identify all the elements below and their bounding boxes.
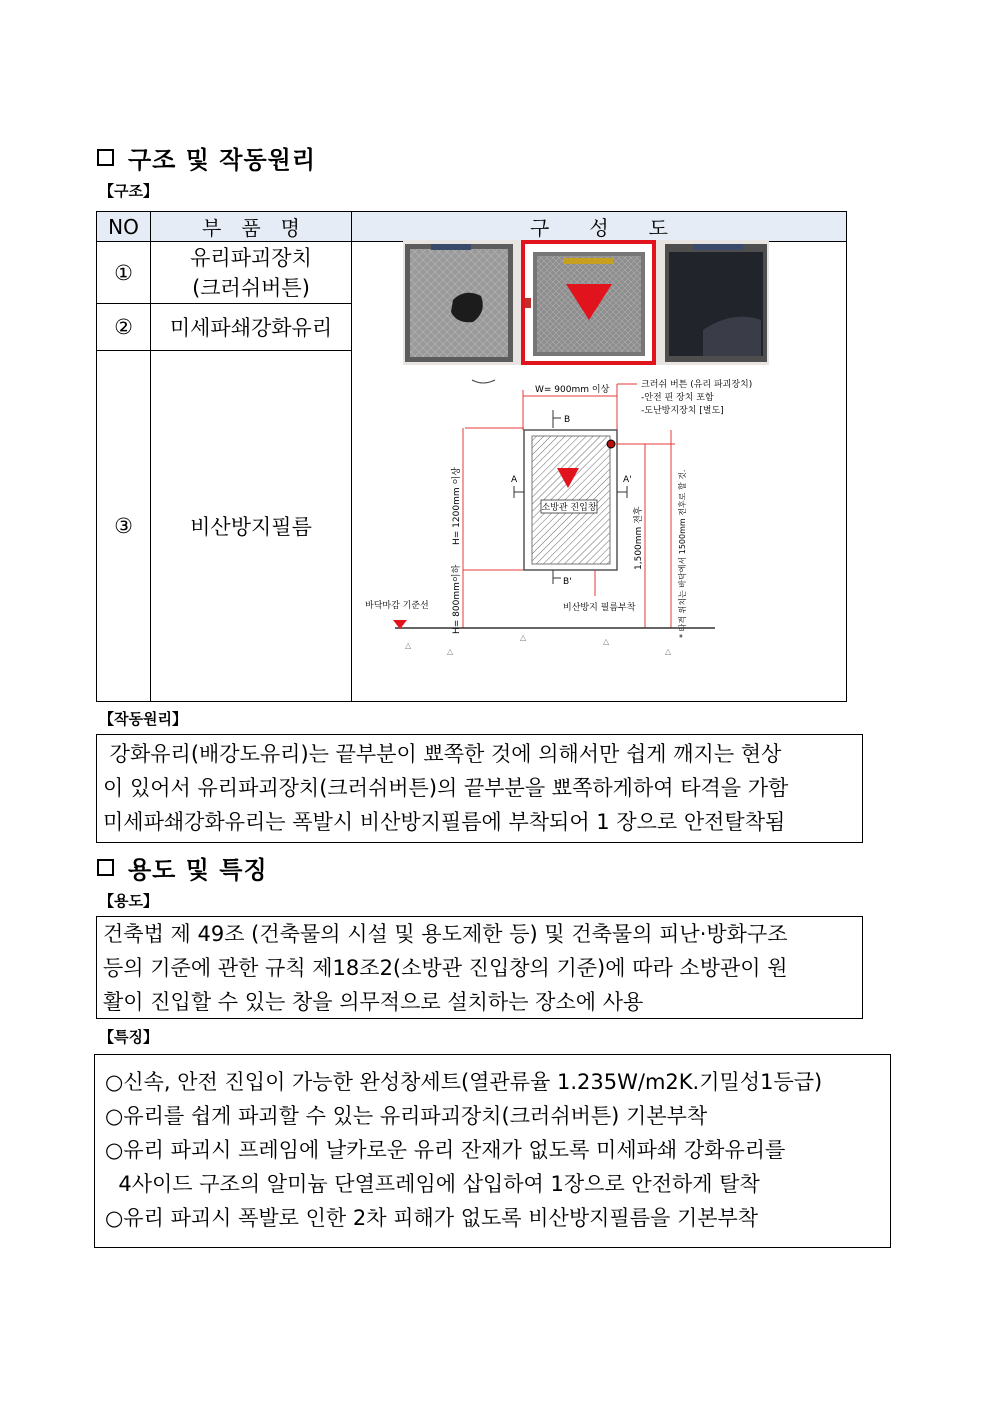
anti-theft-note: -도난방지장치 [별도]: [641, 406, 724, 416]
feature-item: ○신속, 안전 진입이 가능한 완성창세트(열관류율 1.235W/m2K.기밀성1등급): [105, 1070, 823, 1094]
feature-item: ○유리를 쉽게 파괴할 수 있는 유리파괴장치(크러쉬버튼) 기본부착: [105, 1104, 708, 1128]
features-box: [94, 1054, 891, 1248]
section-title-structure: [97, 140, 316, 175]
operation-line: 미세파쇄강화유리는 폭발시 비산방지필름에 부착되어 1 장으로 안전탈착됨: [103, 810, 786, 834]
crush-button-photo: [521, 240, 656, 365]
section-title-text: 용도 및 특징: [128, 856, 268, 884]
row-part-name: 비산방지필름: [151, 351, 352, 702]
header-diagram: 구 성 도: [352, 212, 847, 242]
svg-text:△: △: [405, 641, 412, 650]
feature-item: ○유리 파괴시 프레임에 날카로운 유리 잔재가 없도록 미세파쇄 강화유리를: [105, 1138, 786, 1162]
height-max-label: H= 800mm이하: [452, 564, 462, 634]
svg-text:△: △: [665, 647, 672, 656]
height-min-label: H= 1200mm 이상: [452, 467, 462, 545]
floor-reference-label: 바닥마감 기준선: [365, 601, 429, 611]
usage-line: 건축법 제 49조 (건축물의 시설 및 용도제한 등) 및 건축물의 피난·방화구조: [103, 922, 788, 946]
section-b-bottom: B': [563, 577, 572, 587]
checkbox-square-icon: [97, 149, 114, 166]
height-1500-label: 1,500mm 전후: [634, 506, 644, 570]
operation-line: 이 있어서 유리파괴장치(크러쉬버튼)의 끝부분을 뾰쪽하게하여 타격을 가함: [103, 776, 789, 800]
part-name-line: 유리파괴장치: [190, 245, 312, 270]
features-subheading: 【특징】: [99, 1028, 158, 1046]
operation-box: [96, 734, 863, 843]
usage-subheading: 【용도】: [99, 892, 158, 910]
firefighter-window-label: 소방관 진입창: [541, 503, 597, 513]
crush-button-note: 크러쉬 버튼 (유리 파괴장치): [641, 380, 753, 390]
row-part-name: 미세파쇄강화유리: [151, 304, 352, 351]
svg-text:△: △: [520, 633, 527, 642]
header-part-name: 부 품 명: [151, 212, 352, 242]
row-no: ①: [97, 242, 151, 304]
section-b-top: B: [564, 415, 571, 425]
header-no: NO: [97, 212, 151, 242]
section-title-text: 구조 및 작동원리: [128, 146, 316, 174]
usage-box: [96, 916, 863, 1019]
svg-text:△: △: [447, 647, 454, 656]
usage-line: 활이 진입할 수 있는 창을 의무적으로 설치하는 장소에 사용: [103, 990, 644, 1014]
feature-item: ○유리 파괴시 폭발로 인한 2차 피해가 없도록 비산방지필름을 기본부착: [105, 1206, 759, 1230]
operation-line: 강화유리(배강도유리)는 끝부분이 뾰쪽한 것에 의해서만 쉽게 깨지는 현상: [103, 742, 782, 766]
broken-glass-photo: [405, 244, 513, 362]
film-label: 비산방지 필름부착: [563, 603, 636, 613]
safety-pin-note: -안전 핀 장치 포함: [641, 393, 714, 403]
crush-button-dot-icon: [607, 440, 615, 448]
svg-text:△: △: [603, 637, 610, 646]
section-title-usage: [97, 850, 268, 885]
table-header-row: [97, 212, 847, 242]
window-elevation-drawing: [355, 370, 753, 660]
section-a-right: A': [623, 475, 632, 485]
row-part-name: [151, 242, 352, 304]
usage-line: 등의 기준에 관한 규칙 제18조2(소방관 진입창의 기준)에 따라 소방관이 원: [103, 956, 788, 980]
width-label: W= 900mm 이상: [535, 385, 610, 395]
operation-subheading: 【작동원리】: [99, 710, 187, 728]
intact-glass-photo: [665, 244, 767, 362]
row-no: ②: [97, 304, 151, 351]
checkbox-square-icon: [97, 859, 114, 876]
feature-item: 4사이드 구조의 알미늄 단열프레임에 삽입하여 1장으로 안전하게 탈착: [105, 1172, 760, 1196]
window-photos: [403, 240, 769, 365]
section-a-left: A: [511, 475, 518, 485]
part-name-line: (크러쉬버튼): [192, 275, 310, 300]
structure-subheading: 【구조】: [99, 182, 158, 200]
row-no: ③: [97, 351, 151, 702]
strike-position-note: * 타격 위치는 바닥에서 1500mm 전후로 할 것.: [678, 469, 687, 638]
